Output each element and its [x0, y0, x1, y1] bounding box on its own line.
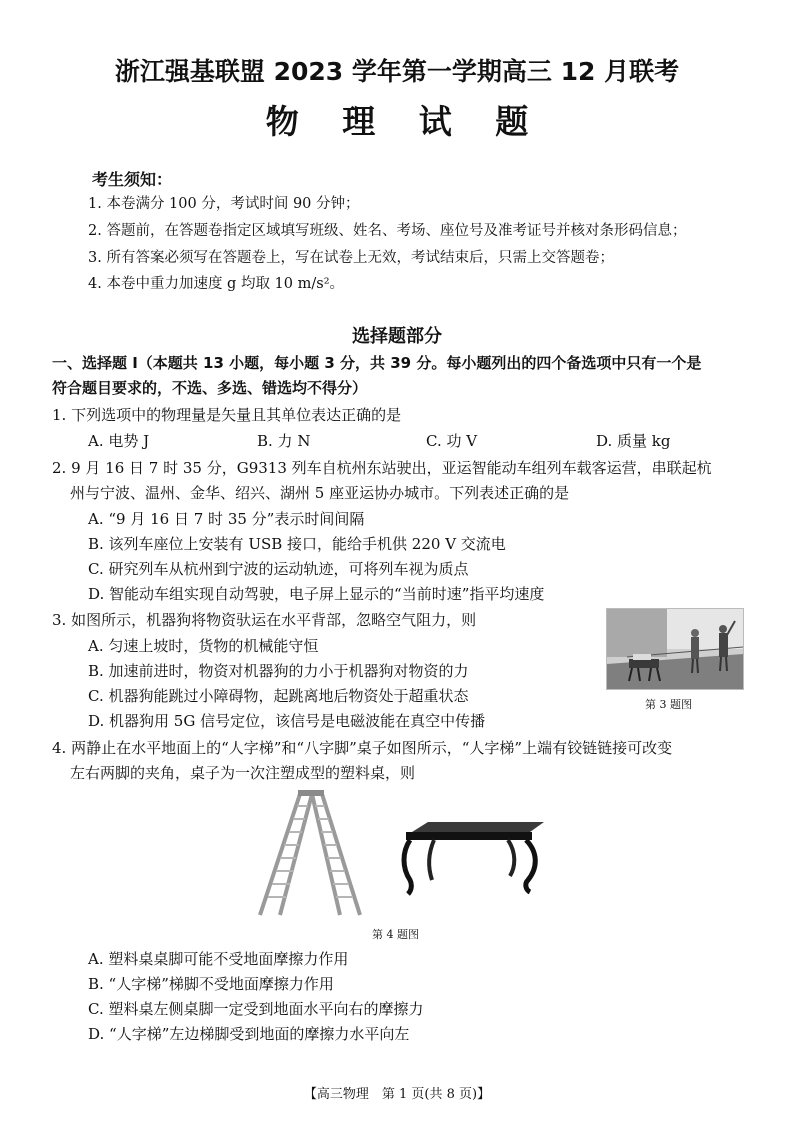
section-title: 选择题部分 [352, 326, 442, 347]
question-4-option-a: A. 塑料桌桌脚可能不受地面摩擦力作用 [88, 950, 349, 968]
figure-4-caption: 第 4 题图 [372, 928, 419, 941]
question-4-stem: 4. 两静止在水平地面上的“人字梯”和“八字脚”桌子如图所示，“人字梯”上端有铰链链接可改变 [52, 739, 673, 757]
question-1-option-a: A. 电势 J [88, 432, 150, 450]
question-2-stem: 2. 9 月 16 日 7 时 35 分，G9313 列车自杭州东站驶出，亚运智能动车组列车载客运营，串联起杭 [52, 459, 712, 477]
figure-3-caption: 第 3 题图 [645, 698, 692, 711]
question-1-option-d: D. 质量 kg [596, 432, 671, 450]
notice-item: 1. 本卷满分 100 分，考试时间 90 分钟； [88, 196, 360, 212]
question-2-option-b: B. 该列车座位上安装有 USB 接口，能给手机供 220 V 交流电 [88, 535, 506, 553]
question-3-option-c: C. 机器狗能跳过小障碍物，起跳离地后物资处于超重状态 [88, 687, 469, 705]
question-2-option-c: C. 研究列车从杭州到宁波的运动轨迹，可将列车视为质点 [88, 560, 469, 578]
robot-dog-photo [606, 608, 744, 690]
question-3-option-a: A. 匀速上坡时，货物的机械能守恒 [88, 637, 319, 655]
question-3-option-d: D. 机器狗用 5G 信号定位，该信号是电磁波能在真空中传播 [88, 712, 486, 730]
question-3-stem: 3. 如图所示，机器狗将物资驮运在水平背部，忽略空气阻力，则 [52, 611, 477, 629]
question-2-option-d: D. 智能动车组实现自动驾驶，电子屏上显示的“当前时速”指平均速度 [88, 585, 545, 603]
plastic-table-figure [398, 818, 548, 898]
question-1-option-b: B. 力 N [257, 432, 311, 450]
step-ladder-figure [250, 790, 370, 920]
notice-item: 3. 所有答案必须写在答题卷上，写在试卷上无效，考试结束后，只需上交答题卷； [88, 250, 614, 266]
question-1-stem: 1. 下列选项中的物理量是矢量且其单位表达正确的是 [52, 406, 402, 424]
section-instruction: 一、选择题 Ⅰ（本题共 13 小题，每小题 3 分，共 39 分。每小题列出的四个备选项中只有一个是 [52, 354, 702, 372]
question-1-option-c: C. 功 V [426, 432, 478, 450]
notice-heading: 考生须知： [92, 170, 173, 189]
notice-item: 4. 本卷中重力加速度 g 均取 10 m/s²。 [88, 276, 345, 292]
question-4-option-d: D. “人字梯”左边梯脚受到地面的摩擦力水平向左 [88, 1025, 410, 1043]
subject-title: 物 理 试 题 [265, 102, 545, 141]
question-3-option-b: B. 加速前进时，物资对机器狗的力小于机器狗对物资的力 [88, 662, 469, 680]
question-4-option-b: B. “人字梯”梯脚不受地面摩擦力作用 [88, 975, 334, 993]
question-2-option-a: A. “9 月 16 日 7 时 35 分”表示时间间隔 [88, 510, 365, 528]
exam-title: 浙江强基联盟 2023 学年第一学期高三 12 月联考 [114, 57, 680, 86]
question-2-stem: 州与宁波、温州、金华、绍兴、湖州 5 座亚运协办城市。下列表述正确的是 [70, 484, 570, 502]
section-instruction: 符合题目要求的，不选、多选、错选均不得分） [52, 379, 368, 397]
question-4-stem: 左右两脚的夹角，桌子为一次注塑成型的塑料桌，则 [70, 764, 416, 782]
notice-item: 2. 答题前，在答题卷指定区域填写班级、姓名、考场、座位号及准考证号并核对条形码信息； [88, 223, 687, 239]
question-4-option-c: C. 塑料桌左侧桌脚一定受到地面水平向右的摩擦力 [88, 1000, 424, 1018]
page-footer: 【高三物理 第 1 页(共 8 页)】 [303, 1087, 491, 1102]
